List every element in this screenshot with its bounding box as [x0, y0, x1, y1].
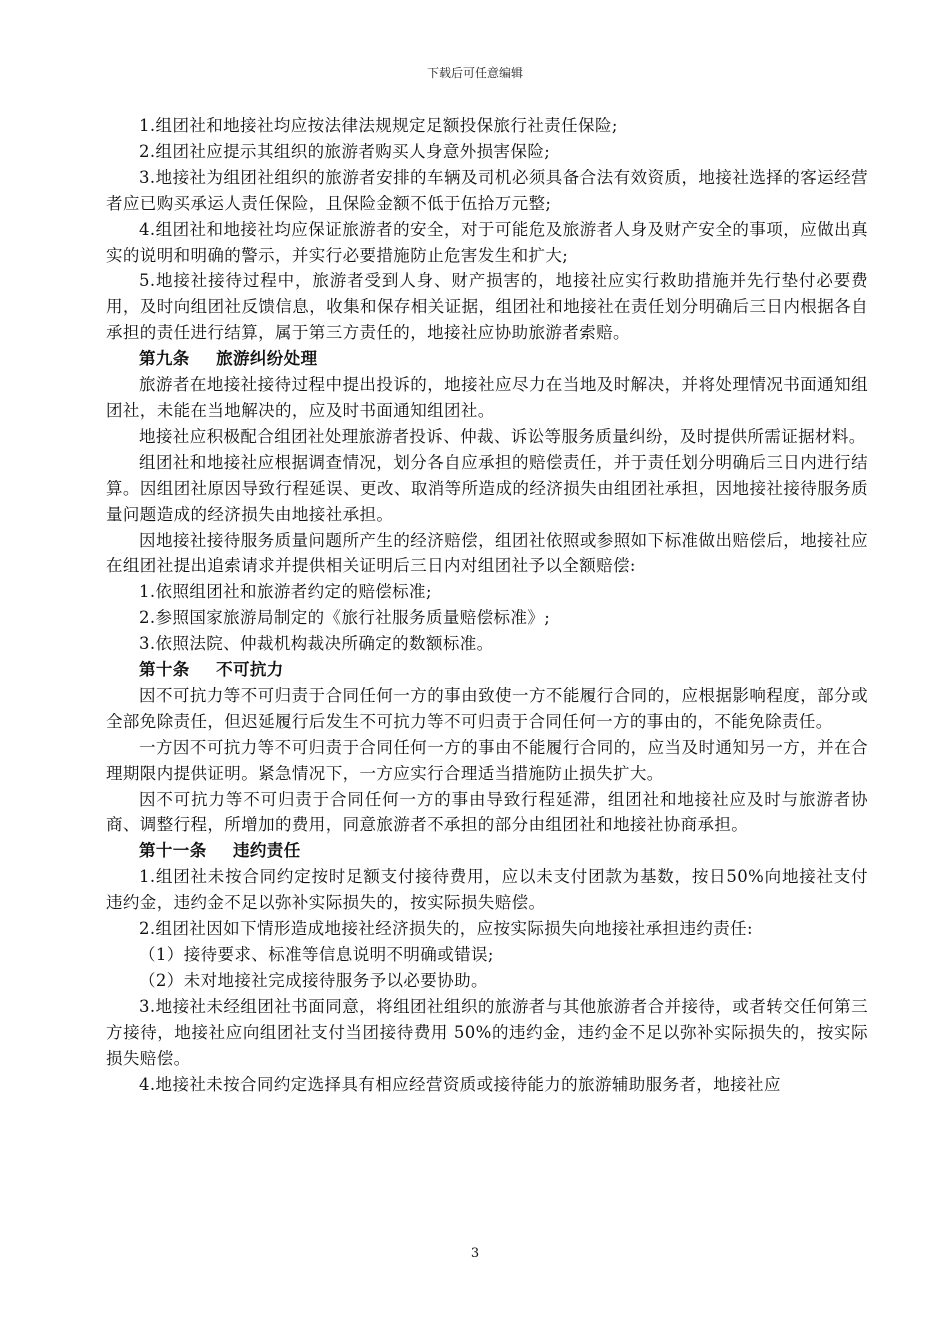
paragraph: 1.组团社和地接社均应按法律法规规定足额投保旅行社责任保险; — [139, 116, 618, 135]
paragraph: （1）接待要求、标准等信息说明不明确或错误; — [139, 945, 494, 964]
document-body — [106, 113, 868, 1097]
paragraph: 地接社应积极配合组团社处理旅游者投诉、仲裁、诉讼等服务质量纠纷，及时提供所需证据材料。 — [139, 426, 866, 446]
paragraph: 因不可抗力等不可归责于合同任何一方的事由导致行程延滞，组团社和地接社应及时与旅游者协商、调整行程，所增加的费用，同意旅游者不承担的部分由组团社和地接社协商承担。 — [106, 789, 868, 835]
paragraph: 1.组团社未按合同约定按时足额支付接待费用，应以未支付团款为基数，按日50%向地接社支付违约金，违约金不足以弥补实际损失的，按实际损失赔偿。 — [106, 867, 868, 913]
paragraph: 2.组团社因如下情形造成地接社经济损失的，应按实际损失向地接社承担违约责任: — [139, 919, 754, 939]
page-header: 下载后可任意编辑 — [426, 66, 523, 80]
paragraph: （2）未对地接社完成接待服务予以必要协助。 — [139, 970, 488, 990]
article-number: 第十一条 — [139, 841, 207, 861]
paragraph: 5.地接社接待过程中，旅游者受到人身、财产损害的，地接社应实行救助措施并先行垫付必要费用，及时向组团社反馈信息，收集和保存相关证据，组团社和地接社在责任划分明确后三日内根据各自承担的责任进行结算，属于第三方责任的，地接社应协助旅游者索赔。 — [106, 271, 868, 343]
paragraph: 4.地接社未按合同约定选择具有相应经营资质或接待能力的旅游辅助服务者，地接社应 — [139, 1074, 781, 1094]
article-title: 违约责任 — [233, 841, 301, 861]
paragraph: 3.地接社为组团社组织的旅游者安排的车辆及司机必须具备合法有效资质，地接社选择的客运经营者应已购买承运人责任保险，且保险金额不低于伍拾万元整; — [106, 167, 868, 213]
article-title: 旅游纠纷处理 — [216, 349, 318, 369]
paragraph: 因不可抗力等不可归责于合同任何一方的事由致使一方不能履行合同的，应根据影响程度，部分或全部免除责任，但迟延履行后发生不可抗力等不可归责于合同任何一方的事由的，不能免除责任。 — [106, 685, 868, 731]
article-number: 第九条 — [139, 349, 190, 369]
article-number: 第十条 — [139, 660, 190, 680]
article-9-heading — [106, 346, 868, 372]
paragraph: 旅游者在地接社接待过程中提出投诉的，地接社应尽力在当地及时解决，并将处理情况书面通知组团社，未能在当地解决的，应及时书面通知组团社。 — [106, 375, 868, 420]
paragraph: 组团社和地接社应根据调查情况，划分各自应承担的赔偿责任，并于责任划分明确后三日内进行结算。因组团社原因导致行程延误、更改、取消等所造成的经济损失由组团社承担，因地接社接待服务质量问题造成的经济损失由地接社承担。 — [106, 452, 868, 524]
paragraph: 2.组团社应提示其组织的旅游者购买人身意外损害保险; — [139, 141, 551, 161]
paragraph: 3.依照法院、仲裁机构裁决所确定的数额标准。 — [139, 634, 494, 654]
paragraph: 2.参照国家旅游局制定的《旅行社服务质量赔偿标准》; — [139, 608, 551, 628]
paragraph: 一方因不可抗力等不可归责于合同任何一方的事由不能履行合同的，应当及时通知另一方，并在合理期限内提供证明。紧急情况下，一方应实行合理适当措施防止损失扩大。 — [106, 737, 868, 783]
paragraph: 因地接社接待服务质量问题所产生的经济赔偿，组团社依照或参照如下标准做出赔偿后，地接社应在组团社提出追索请求并提供相关证明后三日内对组团社予以全额赔偿: — [106, 530, 868, 576]
paragraph: 3.地接社未经组团社书面同意，将组团社组织的旅游者与其他旅游者合并接待，或者转交任何第三方接待，地接社应向组团社支付当团接待费用 50%的违约金，违约金不足以弥补实际损失的，按实际损失赔偿。 — [106, 996, 868, 1068]
paragraph: 1.依照组团社和旅游者约定的赔偿标准; — [139, 582, 432, 602]
page-number: 3 — [470, 1246, 480, 1261]
article-11-heading — [106, 838, 868, 864]
article-10-heading — [106, 657, 868, 683]
paragraph: 4.组团社和地接社均应保证旅游者的安全，对于可能危及旅游者人身及财产安全的事项，应做出真实的说明和明确的警示，并实行必要措施防止危害发生和扩大; — [106, 219, 868, 265]
article-title: 不可抗力 — [216, 660, 284, 680]
